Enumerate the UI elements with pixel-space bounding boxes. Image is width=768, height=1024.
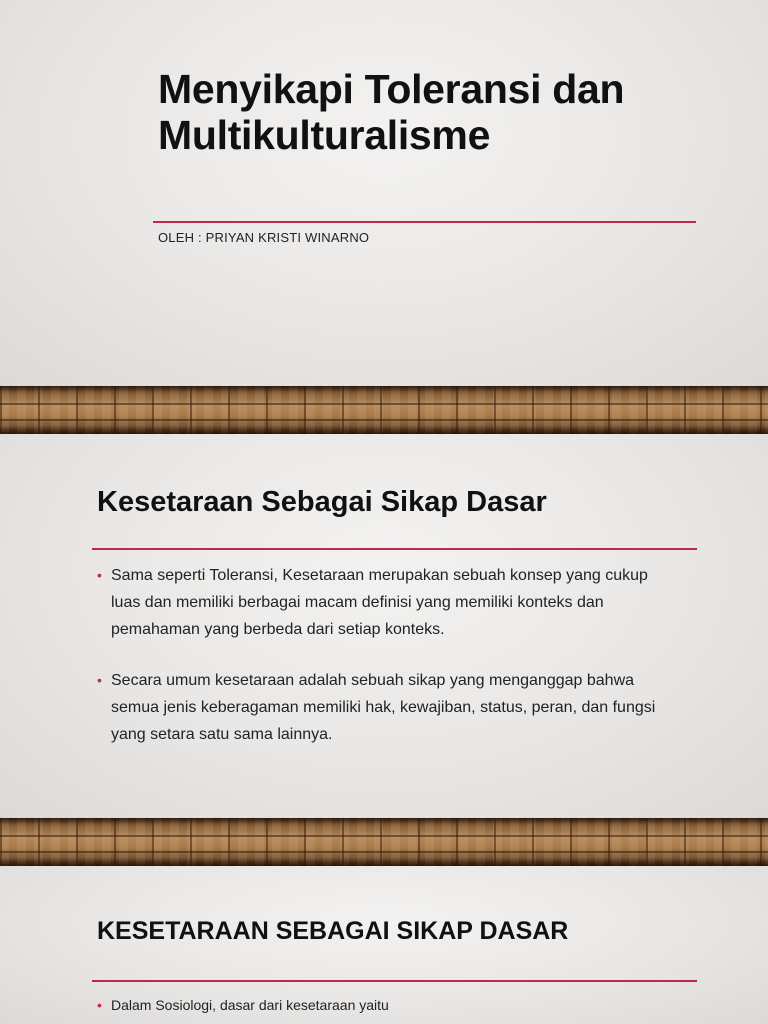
- bullet-item: [97, 667, 697, 748]
- slide-3: [0, 866, 768, 1024]
- slide-1-title: [158, 66, 718, 158]
- slide-1-divider: [153, 221, 696, 223]
- bullet-line: luas dan memiliki berbagai macam definisi yang memiliki konteks dan: [111, 594, 604, 611]
- slide-2-divider: [92, 548, 697, 550]
- wood-floor-divider-2: [0, 818, 768, 866]
- bullet-dot-icon: •: [97, 672, 102, 688]
- slide-1: [0, 0, 768, 386]
- bullet-line: Sama seperti Toleransi, Kesetaraan merupakan sebuah konsep yang cukup: [111, 567, 648, 584]
- floor-shadow-bottom: [0, 426, 768, 434]
- floor-shadow-top: [0, 818, 768, 824]
- slide-2: [0, 434, 768, 818]
- floor-seam: [0, 851, 768, 853]
- floor-seam: [0, 835, 768, 837]
- bullet-line: pemahaman yang berbeda dari setiap konteks.: [111, 621, 445, 638]
- floor-shadow-top: [0, 386, 768, 392]
- slide-3-bullet-list: [97, 994, 697, 1024]
- bullet-line: yang setara satu sama lainnya.: [111, 726, 333, 743]
- slide-1-title-line-1: Menyikapi Toleransi dan: [158, 66, 625, 112]
- slide-1-byline: OLEH : PRIYAN KRISTI WINARNO: [158, 230, 370, 245]
- slide-2-bullet-list: [97, 562, 697, 769]
- bullet-dot-icon: •: [97, 567, 102, 583]
- bullet-dot-icon: •: [97, 997, 102, 1013]
- floor-shadow-bottom: [0, 858, 768, 866]
- wood-floor-divider-1: [0, 386, 768, 434]
- floor-seam: [0, 403, 768, 405]
- bullet-item: [97, 562, 697, 643]
- slide-1-title-line-2: Multikulturalisme: [158, 112, 491, 158]
- slide-2-heading: Kesetaraan Sebagai Sikap Dasar: [97, 486, 547, 518]
- bullet-line: Dalam Sosiologi, dasar dari kesetaraan yaitu: [111, 997, 389, 1013]
- floor-seam: [0, 419, 768, 421]
- bullet-line: semua jenis keberagaman memiliki hak, kewajiban, status, peran, dan fungsi: [111, 699, 656, 716]
- slide-3-heading: KESETARAAN SEBAGAI SIKAP DASAR: [97, 917, 569, 945]
- bullet-line: Secara umum kesetaraan adalah sebuah sikap yang menganggap bahwa: [111, 672, 635, 689]
- bullet-item: [97, 994, 697, 1016]
- slide-3-divider: [92, 980, 697, 982]
